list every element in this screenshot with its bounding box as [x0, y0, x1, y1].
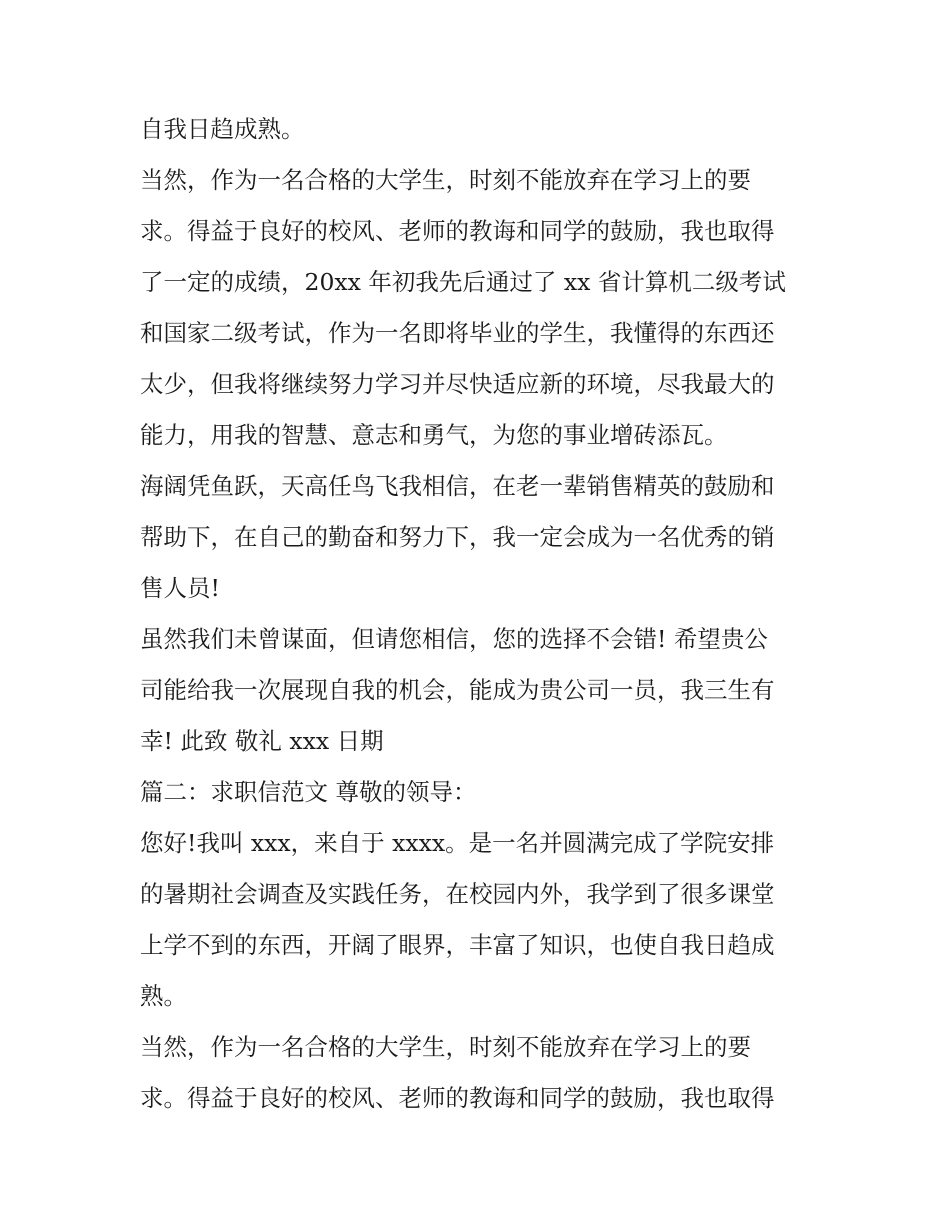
text-line: 求。得益于良好的校风、老师的教诲和同学的鼓励，我也取得 [140, 1084, 775, 1112]
text-line: 和国家二级考试，作为一名即将毕业的学生，我懂得的东西还 [140, 319, 775, 347]
text-line: 帮助下，在自己的勤奋和努力下，我一定会成为一名优秀的销 [140, 523, 775, 551]
text-line: 自我日趋成熟。 [140, 115, 305, 143]
text-line: 虽然我们未曾谋面，但请您相信，您的选择不会错! 希望贵公 [140, 625, 768, 653]
document-body [140, 104, 830, 1124]
text-line: 能力，用我的智慧、意志和勇气，为您的事业增砖添瓦。 [140, 421, 728, 449]
section-heading: 篇二：求职信范文 尊敬的领导： [140, 778, 477, 806]
text-line: 太少，但我将继续努力学习并尽快适应新的环境，尽我最大的 [140, 370, 775, 398]
text-line: 您好!我叫 xxx，来自于 xxxx。是一名并圆满完成了学院安排 [140, 829, 775, 857]
text-line: 当然，作为一名合格的大学生，时刻不能放弃在学习上的要 [140, 166, 751, 194]
text-line: 上学不到的东西，开阔了眼界，丰富了知识，也使自我日趋成 [140, 931, 775, 959]
text-line: 幸! 此致 敬礼 xxx 日期 [140, 727, 384, 755]
text-line: 司能给我一次展现自我的机会，能成为贵公司一员，我三生有 [140, 676, 775, 704]
text-line: 的暑期社会调查及实践任务，在校园内外，我学到了很多课堂 [140, 880, 775, 908]
text-line: 求。得益于良好的校风、老师的教诲和同学的鼓励，我也取得 [140, 217, 775, 245]
text-line: 当然，作为一名合格的大学生，时刻不能放弃在学习上的要 [140, 1033, 751, 1061]
text-line: 了一定的成绩，20xx 年初我先后通过了 xx 省计算机二级考试 [140, 268, 786, 296]
text-line: 熟。 [140, 982, 187, 1010]
text-line: 海阔凭鱼跃，天高任鸟飞我相信，在老一辈销售精英的鼓励和 [140, 472, 775, 500]
text-line: 售人员! [140, 574, 220, 602]
